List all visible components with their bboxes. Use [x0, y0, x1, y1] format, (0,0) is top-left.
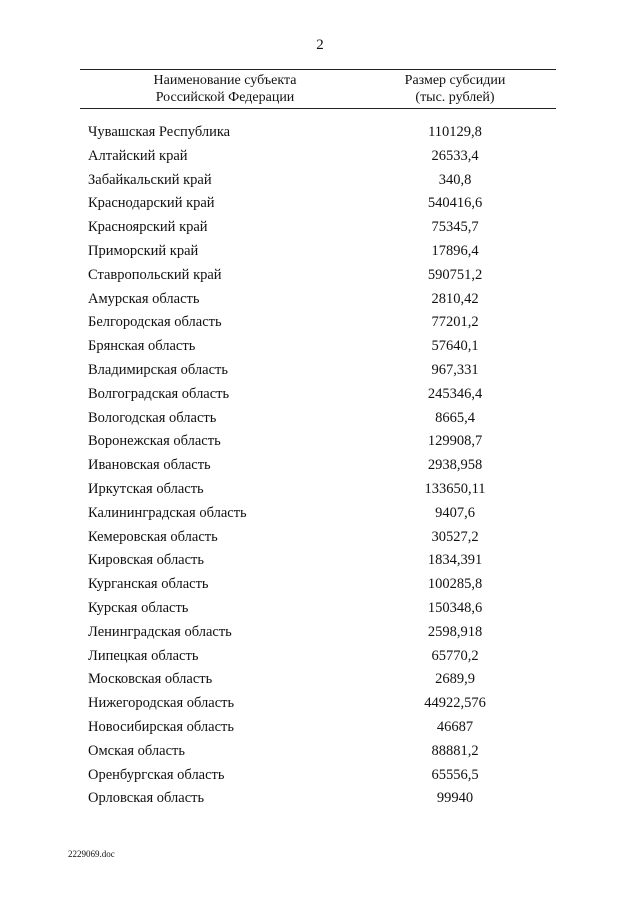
- table-row: [0, 478, 640, 502]
- region-name: Оренбургская область: [88, 766, 225, 783]
- region-name: Кемеровская область: [88, 528, 218, 545]
- subsidy-amount: 75345,7: [431, 219, 479, 236]
- region-name: Новосибирская область: [88, 718, 234, 735]
- table-row: [0, 764, 640, 788]
- table-row: [0, 716, 640, 740]
- subsidy-amount: 133650,11: [424, 480, 486, 497]
- subsidy-amount: 245346,4: [427, 385, 483, 402]
- subsidy-amount: 2810,42: [431, 290, 479, 307]
- region-name: Ставропольский край: [88, 266, 222, 283]
- table-body: [0, 121, 640, 811]
- region-name: Ивановская область: [88, 457, 211, 474]
- table-header-rule: [80, 108, 556, 109]
- subsidy-amount: 46687: [436, 718, 474, 735]
- subsidy-amount: 2598,918: [427, 623, 483, 640]
- table-row: [0, 311, 640, 335]
- region-name: Владимирская область: [88, 361, 228, 378]
- subsidy-amount: 2938,958: [427, 457, 483, 474]
- header-region-name-line-2: Российской Федерации: [155, 90, 295, 105]
- table-row: [0, 169, 640, 193]
- region-name: Кировская область: [88, 552, 205, 569]
- subsidy-amount: 540416,6: [427, 195, 483, 212]
- region-name: Волгоградская область: [88, 385, 230, 402]
- region-name: Московская область: [88, 671, 213, 688]
- table-row: [0, 787, 640, 811]
- header-subsidy-amount: [360, 72, 550, 106]
- header-region-name-line-1: Наименование субъекта: [153, 73, 297, 88]
- table-row: [0, 692, 640, 716]
- region-name: Чувашская Республика: [88, 124, 231, 140]
- region-name: Алтайский край: [88, 147, 188, 164]
- table-row: [0, 216, 640, 240]
- table-row: [0, 359, 640, 383]
- table-row: [0, 288, 640, 312]
- table-row: [0, 192, 640, 216]
- subsidy-amount: 26533,4: [431, 147, 479, 164]
- region-name: Калининградская область: [88, 504, 247, 521]
- subsidy-amount: 110129,8: [428, 124, 482, 140]
- table-row: [0, 145, 640, 169]
- subsidy-amount: 340,8: [438, 171, 472, 188]
- region-name: Краснодарский край: [88, 195, 215, 212]
- file-name: 2229069.doc: [68, 849, 115, 859]
- subsidy-amount: 100285,8: [427, 576, 483, 593]
- subsidy-amount: 65556,5: [431, 766, 479, 783]
- subsidy-amount: 9407,6: [435, 504, 475, 521]
- subsidy-amount: 17896,4: [431, 242, 479, 259]
- subsidy-amount: 44922,576: [424, 695, 486, 712]
- region-name: Вологодская область: [88, 409, 217, 426]
- region-name: Красноярский край: [88, 219, 208, 236]
- table-row: [0, 597, 640, 621]
- region-name: Забайкальский край: [88, 171, 212, 188]
- region-name: Омская область: [88, 742, 185, 759]
- region-name: Брянская область: [88, 338, 196, 355]
- region-name: Воронежская область: [88, 433, 221, 450]
- header-region-name: [110, 72, 340, 106]
- table-row: [0, 454, 640, 478]
- subsidy-amount: 8665,4: [435, 409, 475, 426]
- region-name: Орловская область: [88, 790, 205, 807]
- table-top-rule: [80, 69, 556, 70]
- region-name: Липецкая область: [88, 647, 199, 664]
- table-row: [0, 549, 640, 573]
- subsidy-amount: 99940: [436, 790, 474, 807]
- table-row: [0, 502, 640, 526]
- region-name: Нижегородская область: [88, 695, 235, 712]
- region-name: Белгородская область: [88, 314, 222, 331]
- region-name: Ленинградская область: [88, 623, 232, 640]
- subsidy-amount: 77201,2: [431, 314, 479, 331]
- table-row: [0, 407, 640, 431]
- region-name: Амурская область: [88, 290, 200, 307]
- subsidy-amount: 88881,2: [431, 742, 479, 759]
- table-row: [0, 621, 640, 645]
- subsidy-amount: 65770,2: [431, 647, 479, 664]
- table-row: [0, 335, 640, 359]
- subsidy-amount: 967,331: [431, 361, 479, 378]
- subsidy-amount: 1834,391: [427, 552, 483, 569]
- region-name: Приморский край: [88, 242, 199, 259]
- region-name: Курганская область: [88, 576, 209, 593]
- table-row: [0, 430, 640, 454]
- region-name: Иркутская область: [88, 480, 204, 497]
- subsidy-amount: 57640,1: [431, 338, 479, 355]
- table-row: [0, 264, 640, 288]
- subsidy-amount: 30527,2: [431, 528, 479, 545]
- header-subsidy-amount-line-2: (тыс. рублей): [415, 90, 495, 105]
- table-row: [0, 573, 640, 597]
- subsidy-amount: 2689,9: [435, 671, 475, 688]
- table-row: [0, 740, 640, 764]
- header-subsidy-amount-line-1: Размер субсидии: [404, 73, 506, 88]
- region-name: Курская область: [88, 599, 189, 616]
- table-row: [0, 645, 640, 669]
- page-number: 2: [316, 37, 324, 53]
- subsidy-amount: 590751,2: [427, 266, 483, 283]
- table-row: [0, 240, 640, 264]
- table-row: [0, 526, 640, 550]
- subsidy-amount: 129908,7: [427, 433, 483, 450]
- subsidy-amount: 150348,6: [427, 599, 483, 616]
- table-row: [0, 668, 640, 692]
- table-row: [0, 383, 640, 407]
- table-row: [0, 121, 640, 145]
